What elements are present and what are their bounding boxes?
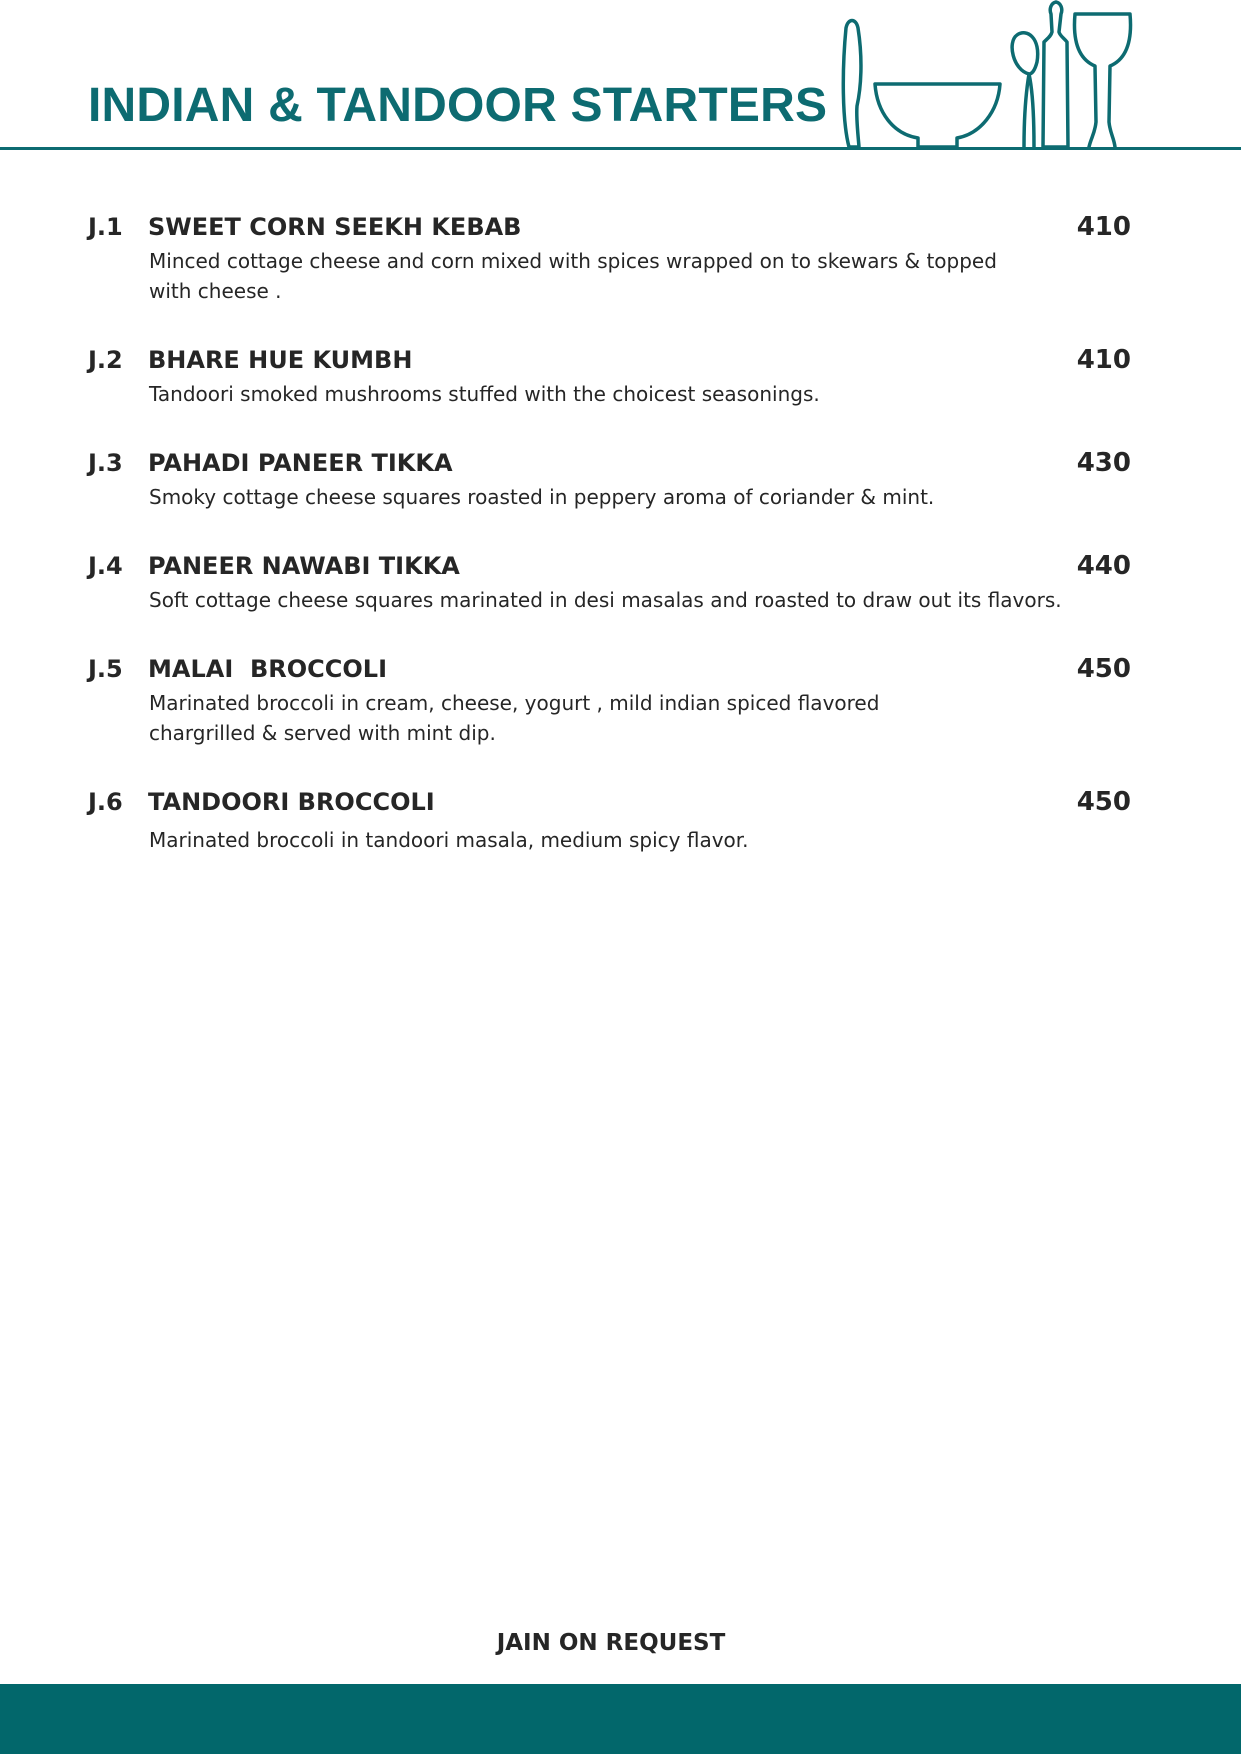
item-price: 440	[1076, 551, 1131, 581]
header-divider	[0, 147, 1241, 150]
utensils-icon	[830, 0, 1160, 150]
item-code: J.5	[88, 655, 123, 683]
page-title: INDIAN & TANDOOR STARTERS	[88, 79, 828, 132]
item-price: 410	[1076, 345, 1131, 375]
item-code: J.3	[88, 449, 123, 477]
item-description: Minced cottage cheese and corn mixed with spices wrapped on to skewars & topped with cheese .	[149, 249, 997, 303]
item-name: BHARE HUE KUMBH	[148, 346, 413, 374]
item-code: J.6	[88, 788, 123, 816]
item-price: 450	[1076, 654, 1131, 684]
jain-on-request-note: JAIN ON REQUEST	[496, 1630, 726, 1656]
item-price: 410	[1076, 212, 1131, 242]
item-code: J.2	[88, 346, 123, 374]
item-description: Marinated broccoli in tandoori masala, medium spicy flavor.	[149, 828, 749, 852]
item-name: MALAI BROCCOLI	[148, 655, 387, 683]
footer-bar	[0, 1684, 1241, 1754]
item-price: 450	[1076, 787, 1131, 817]
item-code: J.1	[88, 213, 123, 241]
item-description: Tandoori smoked mushrooms stuffed with the choicest seasonings.	[149, 382, 820, 406]
item-name: PANEER NAWABI TIKKA	[148, 552, 460, 580]
item-description: Marinated broccoli in cream, cheese, yogurt , mild indian spiced flavored chargrilled & served with mint dip.	[149, 691, 880, 745]
item-name: PAHADI PANEER TIKKA	[148, 449, 453, 477]
item-price: 430	[1076, 448, 1131, 478]
item-description: Soft cottage cheese squares marinated in desi masalas and roasted to draw out its flavors.	[149, 588, 1062, 612]
item-name: TANDOORI BROCCOLI	[148, 788, 435, 816]
item-name: SWEET CORN SEEKH KEBAB	[148, 213, 522, 241]
item-description: Smoky cottage cheese squares roasted in peppery aroma of coriander & mint.	[149, 485, 935, 509]
item-code: J.4	[88, 552, 123, 580]
